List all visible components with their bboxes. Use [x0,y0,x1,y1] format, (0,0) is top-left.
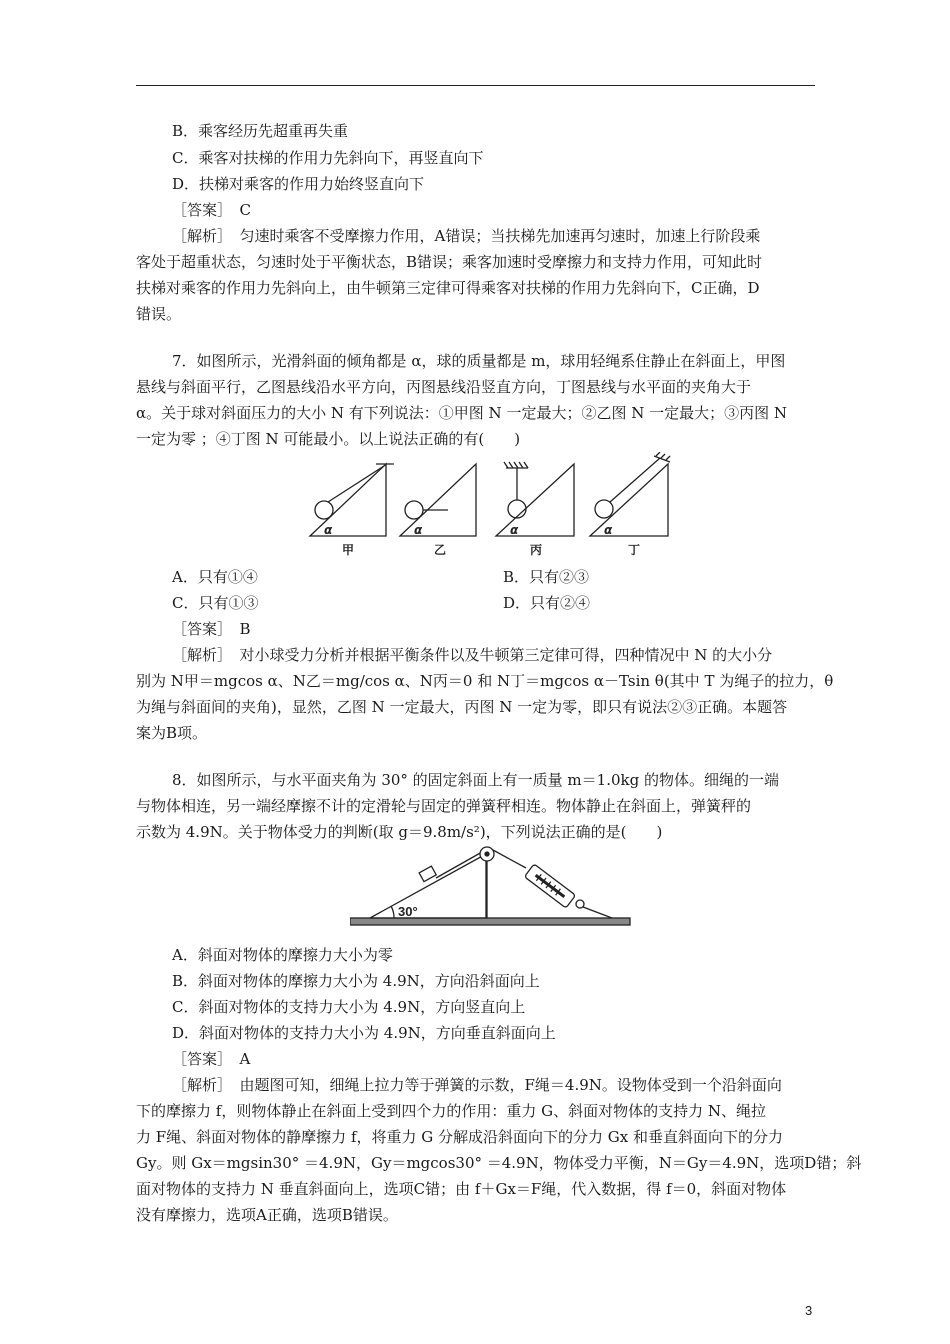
q8-analysis-line: 下的摩擦力 f，则物体静止在斜面上受到四个力的作用：重力 G、斜面对物体的支持力 N、绳拉 [136,1102,766,1120]
q7-figure [298,452,678,558]
q7-option-d: D．只有②④ [503,594,591,612]
q8-option-b: B．斜面对物体的摩擦力大小为 4.9N，方向沿斜面向上 [172,972,540,990]
q8-stem-line: 示数为 4.9N。关于物体受力的判断(取 g＝9.8m/s²)，下列说法正确的是( ) [136,823,663,841]
q7-stem-line: α。关于球对斜面压力的大小 N 有下列说法：①甲图 N 一定最大；②乙图 N 一定最大；③丙图 N [136,404,788,422]
ground [350,918,630,925]
q8-option-d: D．斜面对物体的支持力大小为 4.9N，方向垂直斜面向上 [172,1024,556,1042]
angle-label: α [324,523,333,537]
figure-label-yi: 乙 [434,543,447,557]
q7-stem-line: 7．如图所示，光滑斜面的倾角都是 α，球的质量都是 m，球用轻绳系住静止在斜面上，甲图 [172,352,786,370]
q7-stem-line: 悬线与斜面平行，乙图悬线沿水平方向，丙图悬线沿竖直方向，丁图悬线与水平面的夹角大于 [136,378,752,396]
incline [370,854,486,918]
q8-analysis-line: 力 F绳、斜面对物体的静摩擦力 f，将重力 G 分解成沿斜面向下的分力 Gx 和垂直斜面向下的分力 [136,1128,783,1146]
page-number: 3 [805,1303,813,1318]
q8-option-a: A．斜面对物体的摩擦力大小为零 [172,946,393,964]
figure-ding [590,452,670,537]
q8-option-c: C．斜面对物体的支持力大小为 4.9N，方向竖直向上 [172,998,526,1016]
q7-option-a: A．只有①④ [172,568,258,586]
header-rule [136,85,815,86]
q8-analysis-line: 没有摩擦力，选项A正确，选项B错误。 [136,1206,398,1224]
q8-stem-line: 8．如图所示，与水平面夹角为 30° 的固定斜面上有一质量 m＝1.0kg 的物体。细绳的一端 [172,771,779,789]
figure-label-jia: 甲 [342,543,355,557]
q6-analysis-line: 扶梯对乘客的作用力先斜向上，由牛顿第三定律可得乘客对扶梯的作用力先斜向下，C正确，D [136,279,760,297]
q7-analysis-line: 别为 N甲＝mgcos α、N乙＝mg/cos α、N丙＝0 和 N丁＝mgcos α－Tsin θ(其中 T 为绳子的拉力，θ [136,672,834,690]
figure-yi [400,464,476,537]
q7-stem-line: 一定为零 ；④丁图 N 可能最小。以上说法正确的有( ) [136,430,521,448]
q8-stem-line: 与物体相连，另一端经摩擦不计的定滑轮与固定的弹簧秤相连。物体静止在斜面上，弹簧秤的 [136,797,752,815]
q6-analysis-line: ［解析］ 匀速时乘客不受摩擦力作用，A错误；当扶梯先加速再匀速时，加速上行阶段乘 [172,227,761,245]
spring-balance [524,864,575,908]
block [419,866,436,882]
q7-answer: ［答案］ B [172,620,251,638]
q8-analysis-line: Gy。则 Gx＝mgsin30° ＝4.9N，Gy＝mgcos30° ＝4.9N，物体受力平衡，N＝Gy＝4.9N，选项D错；斜 [136,1154,862,1172]
q8-figure [350,842,632,932]
q7-analysis-line: 为绳与斜面间的夹角)，显然，乙图 N 一定最大，丙图 N 一定为零，即只有说法②③正确。本题答 [136,698,788,716]
q7-option-b: B．只有②③ [503,568,590,586]
q8-analysis-line: ［解析］ 由题图可知，细绳上拉力等于弹簧的示数，F绳＝4.9N。设物体受到一个沿斜面向 [172,1076,782,1094]
q7-analysis-line: 案为B项。 [136,724,208,742]
angle-label: α [414,523,423,537]
angle-label: α [510,523,519,537]
q6-option-d: D．扶梯对乘客的作用力始终竖直向下 [172,175,425,193]
q8-answer: ［答案］ A [172,1050,251,1068]
figure-label-bing: 丙 [530,543,543,557]
figure-jia [310,464,394,537]
angle-label: 30° [398,904,418,919]
q6-option-b: B．乘客经历先超重再失重 [172,122,349,140]
q8-analysis-line: 面对物体的支持力 N 垂直斜面向上，选项C错；由 f＋Gx＝F绳，代入数据，得 f＝0，斜面对物体 [136,1180,787,1198]
q6-answer: ［答案］ C [172,201,251,219]
q6-analysis-line: 错误。 [136,305,182,323]
q7-option-c: C．只有①③ [172,594,259,612]
q6-analysis-line: 客处于超重状态，匀速时处于平衡状态，B错误；乘客加速时受摩擦力和支持力作用，可知此时 [136,253,763,271]
figure-label-ding: 丁 [628,543,641,557]
q6-option-c: C．乘客对扶梯的作用力先斜向下，再竖直向下 [172,149,484,167]
angle-label: α [604,523,613,537]
q7-analysis-line: ［解析］ 对小球受力分析并根据平衡条件以及牛顿第三定律可得，四种情况中 N 的大小分 [172,646,773,664]
figure-bing [496,462,574,537]
